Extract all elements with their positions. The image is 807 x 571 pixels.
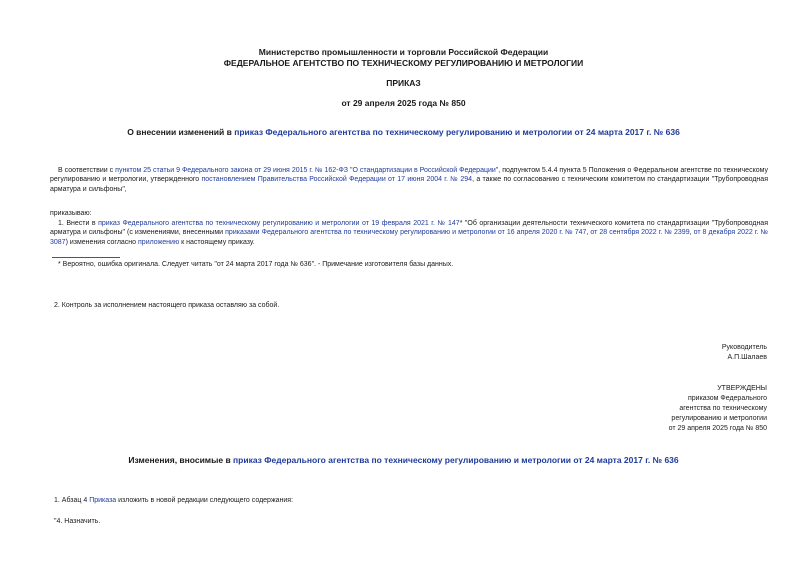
federal-law-link[interactable]: пунктом 25 статьи 9 Федерального закона от 29 июня 2015 г. № 162-ФЗ "О стандартизации в Российской Федерации" [115,167,499,174]
change-1-text-1: 1. Абзац 4 [54,497,90,504]
title-prefix: О внесении изменений в [127,127,235,137]
approved-line-2: приказом Федерального [687,395,767,402]
preamble-text-3: , а также по согласованию с техническим комитетом по стандартизации "Трубопроводная арматура и сильфоны", [50,176,768,193]
appendix-link[interactable]: приложению [138,238,180,246]
approved-line-5: от 29 апреля 2025 года № 850 [668,425,767,432]
order-147-link[interactable]: приказ Федерального агентства по техническому регулированию и метрологии от 19 февраля 2021 г. № 147 [98,220,460,227]
approved-line-1: УТВЕРЖДЕНЫ [717,385,767,392]
order-reference-link[interactable]: Приказа [89,497,117,504]
document-date-number: от 29 апреля 2025 года № 850 [341,98,466,108]
order-2399-link[interactable]: от 28 сентября 2022 г. № 2399 [590,229,690,237]
title-order-link[interactable]: приказ Федерального агентства по техническому регулированию и метрологии от 24 марта 2017 г. № 636 [234,127,680,137]
item-1-sep-2: , [689,229,694,237]
item-1-text-3: ) изменения согласно [65,238,139,246]
approved-line-4: регулированию и метрологии [671,415,767,422]
item-1-text-2: * "Об организации деятельности технического комитета по стандартизации "Трубопроводная арматура и сильфоны" (с изменениями, внесенными [50,220,768,237]
order-3087-link[interactable]: от 8 декабря 2022 г. № 3087 [50,229,769,246]
government-decree-link[interactable]: постановлением Правительства Российской Федерации от 17 июня 2004 г. № 294 [201,176,473,184]
footnote-divider [52,257,120,258]
preamble-text-2: , подпунктом 5.4.4 пункта 5 Положения о Федеральном агентстве по техническому регулированию и метрологии, утвержденного [50,167,769,184]
change-quote: "4. Назначить. [54,518,101,525]
changes-title-prefix: Изменения, вносимые в [128,455,234,465]
document-type: ПРИКАЗ [386,78,421,88]
preamble-paragraph [50,166,768,194]
change-1-text-2: изложить в новой редакции следующего содержания: [116,497,294,504]
changes-title-order-link[interactable]: приказ Федерального агентства по техническому регулированию и метрологии от 24 марта 2017 г. № 636 [233,455,679,465]
ministry-name: Министерство промышленности и торговли Российской Федерации [258,47,549,57]
footnote: * Вероятно, ошибка оригинала. Следует читать "от 24 марта 2017 года № 636". - Примечание изготовителя базы данных. [58,261,454,268]
signature-name: А.П.Шалаев [727,354,767,361]
item-1-text-4: к настоящему приказу. [179,238,255,246]
approved-line-3: агентства по техническому [679,405,767,412]
signature-position: Руководитель [721,344,767,351]
item-1-paragraph [50,219,768,247]
changes-title [0,455,807,466]
document-title [0,127,807,138]
agency-name: ФЕДЕРАЛЬНОЕ АГЕНТСТВО ПО ТЕХНИЧЕСКОМУ РЕГУЛИРОВАНИЮ И МЕТРОЛОГИИ [223,58,584,68]
order-747-link[interactable]: приказами Федерального агентства по техническому регулированию и метрологии от 16 апреля 2020 г. № 747 [225,229,587,237]
order-word: приказываю: [50,210,92,217]
item-1-sep-1: , [586,229,591,237]
preamble-text-1: В соответствии с [58,167,116,174]
change-1-paragraph [54,496,293,505]
item-1-text-1: 1. Внести в [58,220,99,227]
item-2-paragraph: 2. Контроль за исполнением настоящего приказа оставляю за собой. [54,302,280,309]
